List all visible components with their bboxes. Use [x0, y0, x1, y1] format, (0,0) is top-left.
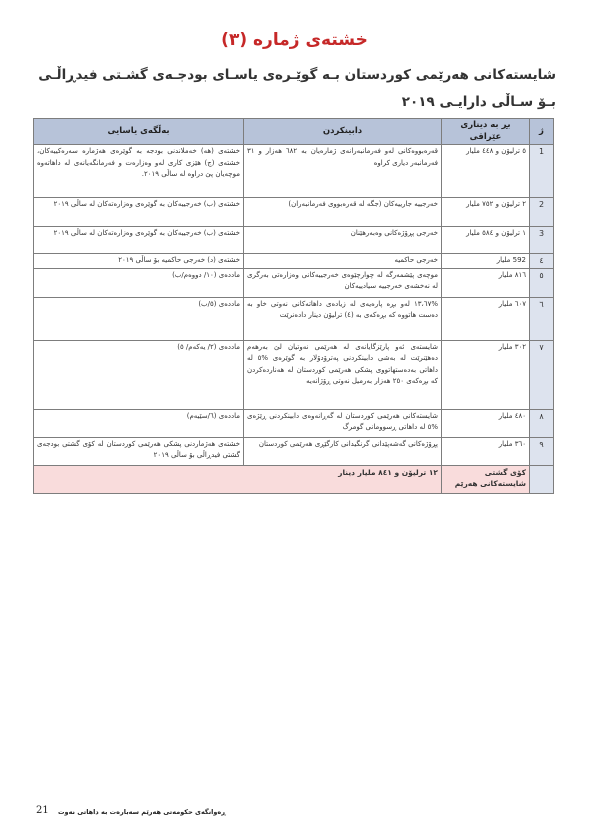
header-description: دابینكردن	[244, 119, 442, 145]
row-reference: ماددەی (٦/سێیەم)	[34, 409, 244, 437]
row-amount: ٨١٦ ملیار	[442, 268, 530, 297]
row-description: موچەی پێشمەرگە لە چوارچێوەی خەرجییەكانی وەزارەتی بەرگری لە نەخشەی خەرجییە سیادییەكان	[244, 268, 442, 297]
table-row	[34, 254, 554, 269]
row-amount: ٢ ترلیۆن و ٧٥٢ ملیار	[442, 198, 530, 227]
row-num: ٩	[530, 437, 554, 465]
row-description: خەرجی پڕۆژەكانی وەبەرهێنان	[244, 227, 442, 254]
table-row	[34, 227, 554, 254]
row-reference: ماددەی (١٠/ دووەم/ب)	[34, 268, 244, 297]
total-label: كۆی گشتی شایستەكانی هەرێم	[442, 465, 530, 493]
header-amount: بڕ بە دیناری عێراقی	[442, 119, 530, 145]
row-description: خەرجی حاكمیە	[244, 254, 442, 269]
table-row	[34, 437, 554, 465]
row-description: شایستەی ئەو پارێزگایانەی لە هەرێمی نەوتیان لێ بەرهەم دەهێنرێت لە بەشی دابینكردنی پەترۆدۆلار بە گوێرەی %٥ لە داهاتی بەدەستهاتووی پشكی هەرێمی كوردستان لە هەناردەكردن كە بڕەكەی ٢٥٠ هەزار بەرمیل نەوتی ڕۆژانەیە	[244, 340, 442, 409]
header-reference: بەڵگەی یاسایی	[34, 119, 244, 145]
row-description: پڕۆژەكانی گەشەپێدانی گرنگیدانی كارگێڕی هەرێمی كوردستان	[244, 437, 442, 465]
table-row	[34, 297, 554, 340]
row-num: ٦	[530, 297, 554, 340]
row-amount: ٣٠٢ ملیار	[442, 340, 530, 409]
total-row	[34, 465, 554, 493]
row-reference: خشتەی (هە) خەملاندنی بودجە بە گوێرەی هەژمارە سەرەكییەكان، خشتەی (ج) هێزی كاری لەو وەزارەت و فەرمانگەیانەی لە داهاتەوە موچەیان پێ دراوە لە ساڵی ٢٠١٩.	[34, 145, 244, 198]
table-row	[34, 340, 554, 409]
footer-text: ڕەوانگەی حكومەتی هەرێم سەبارەت بە داهاتی نەوت	[58, 808, 226, 816]
row-reference: خشتەی (د) خەرجی حاكمیە بۆ ساڵی ٢٠١٩	[34, 254, 244, 269]
row-num: 2	[530, 198, 554, 227]
row-description: شایستەكانی هەرێمی كوردستان لە گەڕانەوەی دابینكردنی ڕێژەی %٥ لە داهاتی ڕسوومانی گومرگ	[244, 409, 442, 437]
row-reference: ماددەی (٥/ب)	[34, 297, 244, 340]
row-amount: ١ ترلیۆن و ٥٨٤ ملیار	[442, 227, 530, 254]
row-reference: خشتەی (ب) خەرجییەكان بە گوێرەی وەزارەتەكان لە ساڵی ٢٠١٩	[34, 198, 244, 227]
row-description: قەرەبووەكانی لەو فەرمانبەرانەی ژمارەیان بە ٦٨٢ هەزار و ٣١ فەرمانبەر دیاری كراوە	[244, 145, 442, 198]
row-num: ٥	[530, 268, 554, 297]
table-header-row	[34, 119, 554, 145]
row-num: ٤	[530, 254, 554, 269]
row-description: %١٣،٦٧ لەو بڕە پارەیەی لە زیادەی داهاتەكانی نەوتی خاو بە دەست هاتووە كە بڕەكەی بە (٤) ترلیۆن دینار دادەنرێت	[244, 297, 442, 340]
table-row	[34, 268, 554, 297]
row-reference: ماددەی (٢/ یەكەم/ ٥)	[34, 340, 244, 409]
row-description: خەرجییە جارییەكان (جگە لە قەرەبووی فەرمانبەران)	[244, 198, 442, 227]
row-num: 3	[530, 227, 554, 254]
total-num	[530, 465, 554, 493]
row-amount: ٤٨٠ ملیار	[442, 409, 530, 437]
header-num: ژ	[530, 119, 554, 145]
table-row	[34, 145, 554, 198]
page-footer	[36, 805, 336, 821]
total-value: ١٢ ترلیۆن و ٨٤١ ملیار دینار	[34, 465, 442, 493]
page-number: 21	[36, 805, 49, 816]
row-amount: ٥ ترلیۆن و ٤٤٨ ملیار	[442, 145, 530, 198]
row-amount: ٦٠٧ ملیار	[442, 297, 530, 340]
page-title: خشتەی ژمارە (٣)	[221, 30, 368, 50]
table-subtitle: شایستەكانی هەرێمی كوردستان بـە گوێـرەی یاسـای بودجـەی گشـتی فیدڕاڵـی بـۆ سـاڵی دارایـی ٢٠١٩	[38, 67, 556, 110]
row-num: 1	[530, 145, 554, 198]
table-row	[34, 409, 554, 437]
row-amount: ٣٦٠ ملیار	[442, 437, 530, 465]
entitlements-table	[33, 118, 554, 494]
row-reference: خشتەی (ب) خەرجییەكان بە گوێرەی وەزارەتەكان لە ساڵی ٢٠١٩	[34, 227, 244, 254]
row-num: ٧	[530, 340, 554, 409]
row-reference: خشتەی هەژماردنی پشكی هەرێمی كوردستان لە كۆی گشتی بودجەی گشتی فیدڕاڵی بۆ ساڵی ٢٠١٩	[34, 437, 244, 465]
row-amount: 592 ملیار	[442, 254, 530, 269]
table-row	[34, 198, 554, 227]
row-num: ٨	[530, 409, 554, 437]
